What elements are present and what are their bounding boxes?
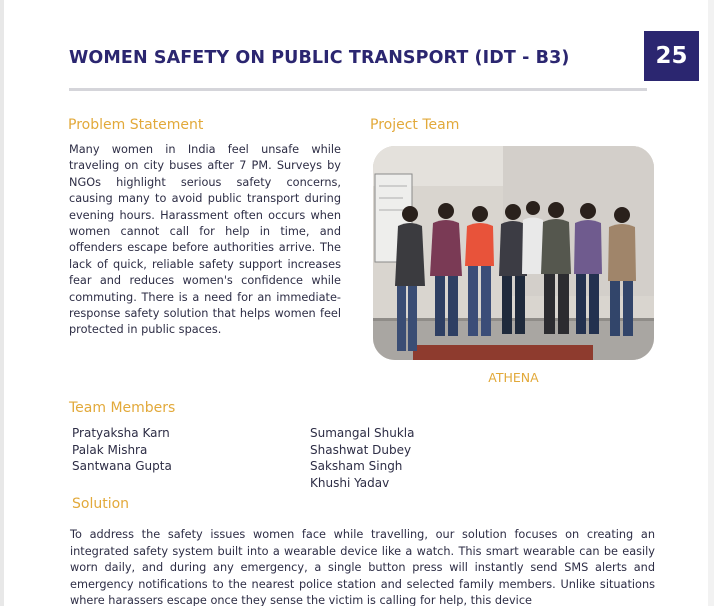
team-photo xyxy=(373,146,654,360)
team-members-right-column xyxy=(310,425,414,491)
page-edge-right xyxy=(708,0,714,606)
team-member: Palak Mishra xyxy=(72,442,148,457)
team-member: Sumangal Shukla xyxy=(310,426,415,440)
team-name: ATHENA xyxy=(488,370,539,385)
solution-text: To address the safety issues women face while travelling, our solution focuses on creating an integrated safety system built into a wearable device like a watch. This smart wearable can be easily worn daily, and during any emergency, a single button press will instantly send SMS alerts and emergency notifications to the nearest police station and selected family members. Unlike situations where harassers escape once they sense the victim is calling for help, this device xyxy=(70,528,655,606)
title-divider xyxy=(69,88,647,91)
team-members-left-column xyxy=(72,425,172,475)
team-member: Santwana Gupta xyxy=(72,459,172,474)
problem-statement-text: Many women in India feel unsafe while traveling on city buses after 7 PM. Surveys by NGOs highlight serious safety concerns, causing many to avoid public transport during evening hours. Harassment often occurs when women cannot call for help in time, and offenders escape before authorities arrive. The lack of quick, reliable safety support increases fear and reduces women's confidence while commuting. There is a need for an immediate-response safety solution that helps women feel protected in public spaces. xyxy=(69,143,341,337)
team-photo-illustration xyxy=(373,146,654,360)
team-member: Khushi Yadav xyxy=(310,475,390,490)
page-edge-left xyxy=(0,0,4,606)
team-member: Pratyaksha Karn xyxy=(72,426,170,440)
team-member: Shashwat Dubey xyxy=(310,442,412,457)
page-number-badge: 25 xyxy=(644,31,699,81)
project-team-heading: Project Team xyxy=(370,117,460,133)
page-title: WOMEN SAFETY ON PUBLIC TRANSPORT (IDT - B3) xyxy=(69,48,570,68)
problem-statement-heading: Problem Statement xyxy=(68,117,204,133)
team-member: Saksham Singh xyxy=(310,459,403,474)
solution-heading: Solution xyxy=(72,496,130,512)
team-members-heading: Team Members xyxy=(69,400,176,416)
